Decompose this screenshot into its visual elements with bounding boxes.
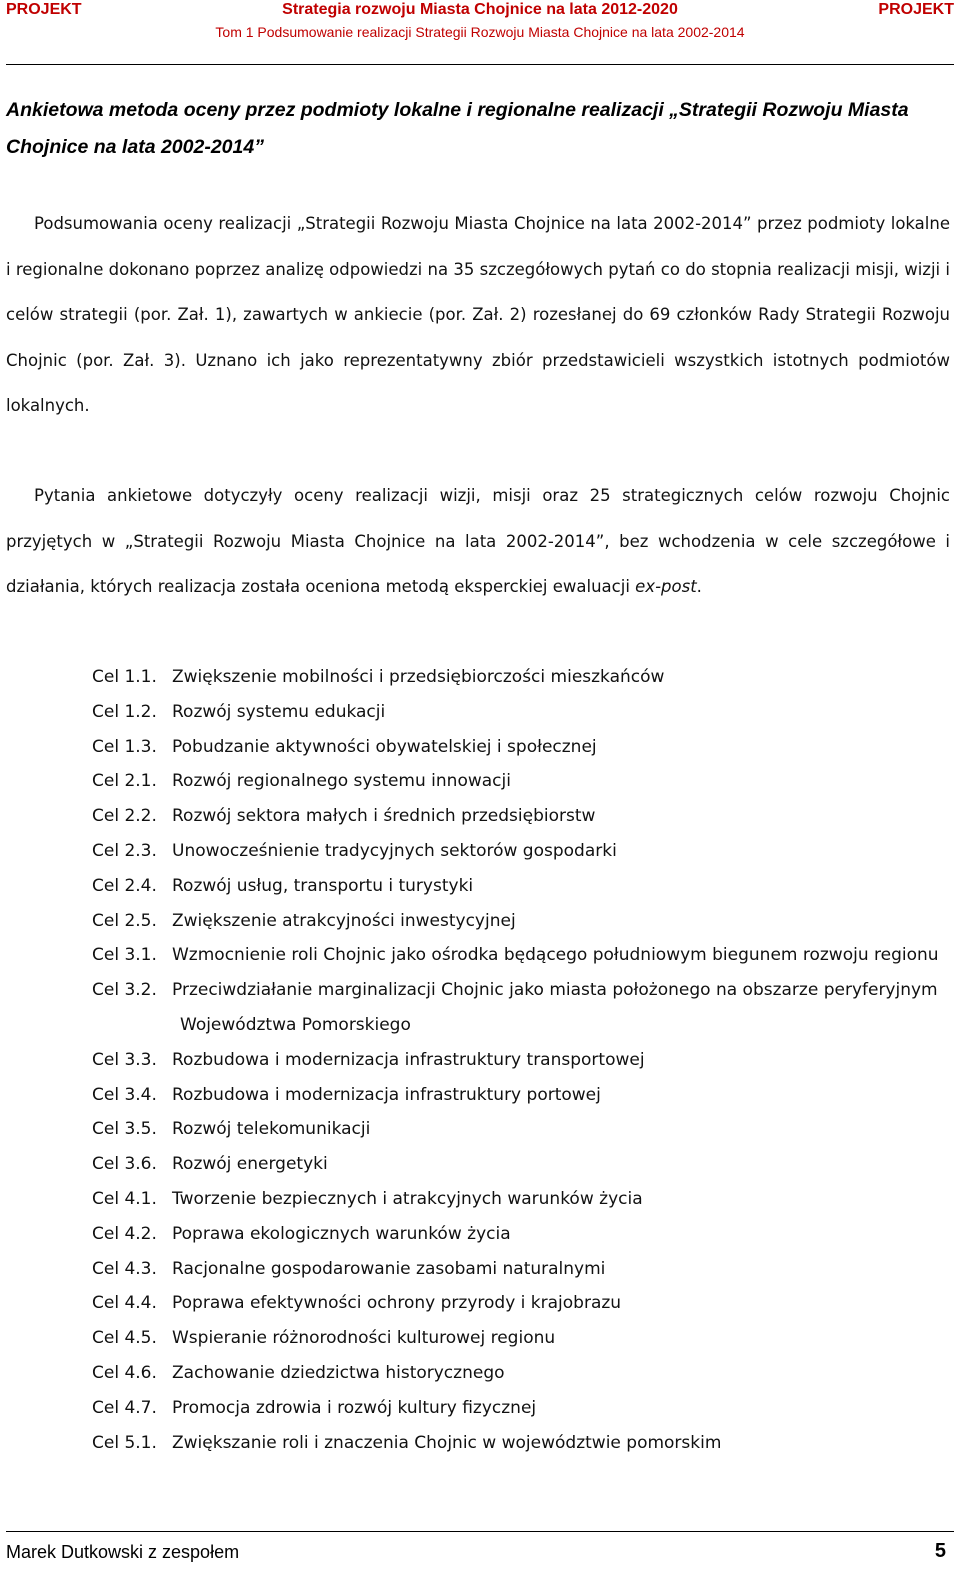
goal-code: Cel 4.1. bbox=[92, 1188, 157, 1209]
goal-text: Wzmocnienie roli Chojnic jako ośrodka będącego południowym biegunem rozwoju regionu bbox=[172, 945, 939, 966]
section-heading: Ankietowa metoda oceny przez podmioty lokalne i regionalne realizacji „Strategii Rozwoju Miasta Chojnice na lata 2002-2014” bbox=[6, 99, 909, 158]
goal-text: Racjonalne gospodarowanie zasobami naturalnymi bbox=[172, 1258, 606, 1279]
goal-text: Rozwój systemu edukacji bbox=[172, 701, 386, 722]
goal-text: Zwiększenie atrakcyjności inwestycyjnej bbox=[172, 910, 516, 931]
goal-text: Rozbudowa i modernizacja infrastruktury transportowej bbox=[172, 1049, 645, 1070]
goal-item bbox=[92, 1043, 952, 1078]
paragraph-2-italic: ex-post bbox=[635, 577, 697, 596]
header-title: Strategia rozwoju Miasta Chojnice na lata 2012-2020 bbox=[282, 1, 678, 18]
goal-item bbox=[92, 1217, 952, 1252]
goal-text: Rozwój usług, transportu i turystyki bbox=[172, 875, 474, 896]
goal-code: Cel 3.3. bbox=[92, 1049, 157, 1070]
goal-code: Cel 4.4. bbox=[92, 1293, 157, 1314]
goal-code: Cel 3.4. bbox=[92, 1084, 157, 1105]
goal-item bbox=[92, 730, 952, 765]
goal-code: Cel 4.5. bbox=[92, 1328, 157, 1349]
goal-text: Promocja zdrowia i rozwój kultury fizycznej bbox=[172, 1397, 537, 1418]
goal-code: Cel 2.3. bbox=[92, 840, 157, 861]
goal-item bbox=[92, 1182, 952, 1217]
goal-text: Rozwój energetyki bbox=[172, 1154, 328, 1175]
goal-code: Cel 4.2. bbox=[92, 1223, 157, 1244]
goal-item bbox=[92, 1426, 952, 1461]
goal-text: Zwiększenie mobilności i przedsiębiorczości mieszkańców bbox=[172, 667, 665, 687]
goal-item bbox=[92, 1252, 952, 1287]
footer-divider bbox=[6, 1531, 954, 1532]
goal-text: Poprawa efektywności ochrony przyrody i krajobrazu bbox=[172, 1293, 622, 1314]
goal-item bbox=[92, 869, 952, 904]
paragraph-survey-method bbox=[6, 201, 950, 429]
goal-item bbox=[92, 1356, 952, 1391]
goal-code: Cel 4.7. bbox=[92, 1397, 157, 1418]
paragraph-2-end: . bbox=[696, 577, 702, 596]
goal-item bbox=[92, 1147, 952, 1182]
goal-text: Poprawa ekologicznych warunków życia bbox=[172, 1223, 511, 1244]
goal-text: Unowocześnienie tradycyjnych sektorów gospodarki bbox=[172, 840, 617, 861]
goal-item bbox=[92, 1286, 952, 1321]
goal-text: Tworzenie bezpiecznych i atrakcyjnych warunków życia bbox=[172, 1188, 643, 1209]
goal-item bbox=[92, 764, 952, 799]
goal-text: Rozwój telekomunikacji bbox=[172, 1119, 371, 1140]
goal-item bbox=[92, 1112, 952, 1147]
goal-text: Zachowanie dziedzictwa historycznego bbox=[172, 1362, 505, 1383]
goal-code: Cel 3.5. bbox=[92, 1119, 157, 1140]
goal-item bbox=[92, 834, 952, 869]
goal-code: Cel 2.1. bbox=[92, 771, 157, 792]
paragraph-1-text: Podsumowania oceny realizacji „Strategii Rozwoju Miasta Chojnice na lata 2002-2014” przez podmioty lokalne i regionalne dokonano poprzez analizę odpowiedzi na 35 szczegółowych pytań co do stopnia realizacji misji, wizji i celów strategii (por. Zał. 1), zawartych w ankiecie (por. Zał. 2) rozesłanej do 69 członków Rady Strategii Rozwoju Chojnic (por. Zał. 3). Uznano ich jako reprezentatywny zbiór przedstawicieli wszystkich istotnych podmiotów lokalnych. bbox=[6, 214, 950, 415]
goal-code: Cel 2.5. bbox=[92, 910, 157, 931]
goal-code: Cel 2.2. bbox=[92, 806, 157, 827]
goal-code: Cel 1.1. bbox=[92, 667, 157, 687]
goal-item bbox=[92, 973, 952, 1043]
goal-item bbox=[92, 799, 952, 834]
goal-item bbox=[92, 938, 952, 973]
goal-item bbox=[92, 1321, 952, 1356]
goal-item bbox=[92, 695, 952, 730]
goal-text: Wspieranie różnorodności kulturowej regionu bbox=[172, 1328, 556, 1349]
goal-code: Cel 2.4. bbox=[92, 875, 157, 896]
goal-text: Pobudzanie aktywności obywatelskiej i społecznej bbox=[172, 736, 597, 757]
goal-text: Rozbudowa i modernizacja infrastruktury portowej bbox=[172, 1084, 601, 1105]
goal-code: Cel 1.2. bbox=[92, 701, 157, 722]
goal-code: Cel 3.6. bbox=[92, 1154, 157, 1175]
header-subtitle: Tom 1 Podsumowanie realizacji Strategii Rozwoju Miasta Chojnice na lata 2002-2014 bbox=[215, 24, 745, 40]
goal-item bbox=[92, 1078, 952, 1113]
footer-author: Marek Dutkowski z zespołem bbox=[6, 1542, 240, 1562]
goal-item bbox=[92, 660, 952, 695]
goal-text: Przeciwdziałanie marginalizacji Chojnic jako miasta położonego na obszarze peryferyjnym Województwa Pomorskiego bbox=[172, 980, 938, 1035]
page-header bbox=[0, 0, 960, 70]
paragraph-survey-questions bbox=[6, 473, 950, 610]
goal-code: Cel 4.3. bbox=[92, 1258, 157, 1279]
goal-item bbox=[92, 904, 952, 939]
goal-text: Zwiększanie roli i znaczenia Chojnic w województwie pomorskim bbox=[172, 1432, 722, 1453]
goal-text: Rozwój regionalnego systemu innowacji bbox=[172, 771, 511, 792]
page-number: 5 bbox=[934, 1540, 946, 1562]
header-divider bbox=[6, 64, 954, 65]
header-project-left: PROJEKT bbox=[6, 1, 82, 18]
goal-item bbox=[92, 1391, 952, 1426]
strategic-goals-list bbox=[92, 660, 952, 1460]
header-project-right: PROJEKT bbox=[878, 1, 954, 18]
goal-code: Cel 3.2. bbox=[92, 980, 157, 1001]
paragraph-2-text: Pytania ankietowe dotyczyły oceny realizacji wizji, misji oraz 25 strategicznych celów rozwoju Chojnic przyjętych w „Strategii Rozwoju Miasta Chojnice na lata 2002-2014”, bez wchodzenia w cele szczegółowe i działania, których realizacja została oceniona metodą eksperckiej ewaluacji bbox=[6, 486, 950, 596]
goal-code: Cel 3.1. bbox=[92, 945, 157, 966]
goal-code: Cel 5.1. bbox=[92, 1432, 157, 1453]
goal-text: Rozwój sektora małych i średnich przedsiębiorstw bbox=[172, 806, 596, 827]
goal-code: Cel 4.6. bbox=[92, 1362, 157, 1383]
goal-code: Cel 1.3. bbox=[92, 736, 157, 757]
